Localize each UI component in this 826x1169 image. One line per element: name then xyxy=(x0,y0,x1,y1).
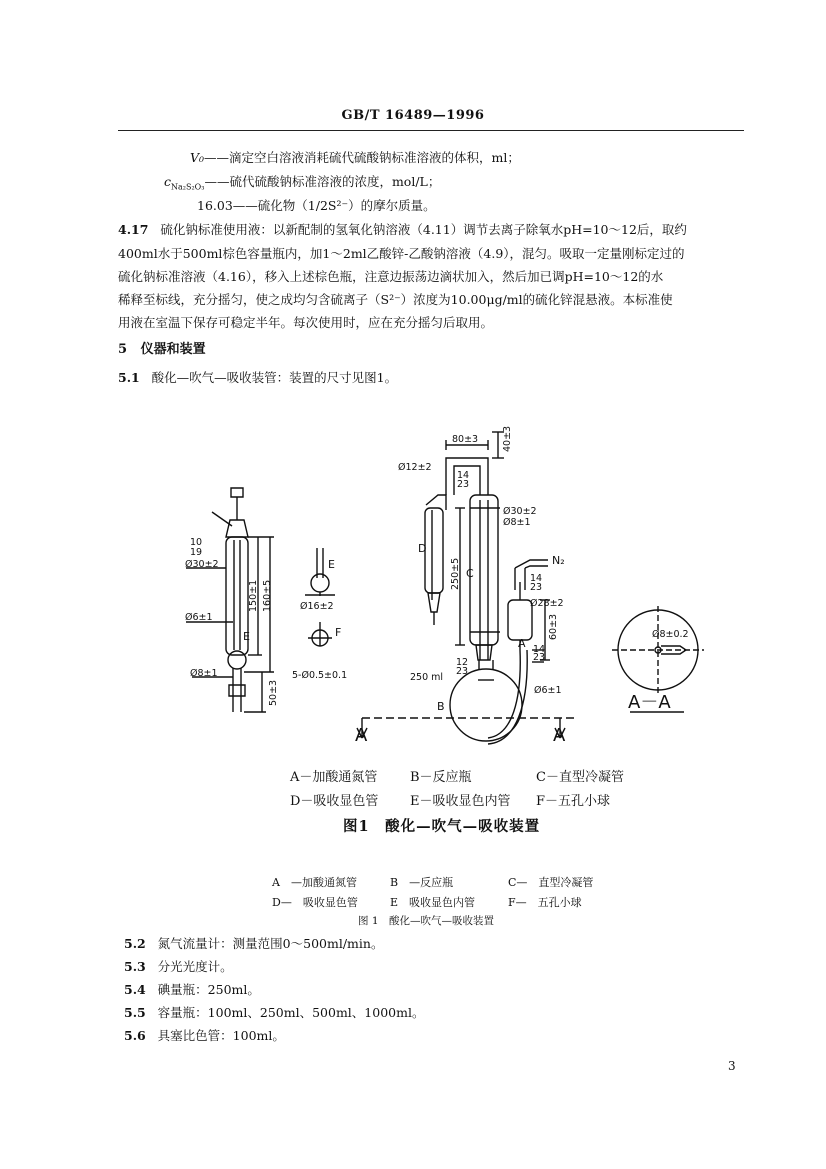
dim-16: Ø16±2 xyxy=(300,601,334,612)
section-view-label: A－A xyxy=(628,692,671,713)
dim-5holes: 5-Ø0.5±0.1 xyxy=(292,670,348,681)
legend-D: D－吸收显色管 xyxy=(290,794,379,809)
dim-23a: 23 xyxy=(457,479,470,490)
dim-23b: 23 xyxy=(530,582,543,593)
def-v0: V₀——滴定空白溶液消耗硫代硫酸钠标准溶液的体积，ml； xyxy=(190,150,520,165)
dim-23d: 23 xyxy=(456,666,469,677)
dim-8a: Ø8±1 xyxy=(190,668,218,679)
legend-E: E－吸收显色内管 xyxy=(410,794,511,809)
legend-small-F: F— 五孔小球 xyxy=(508,896,582,909)
dim-80: 80±3 xyxy=(452,434,479,445)
dim-10: 10 xyxy=(190,537,203,548)
def-c: $c_{Na_2S_2O_3}——$硫代硫酸钠标准溶液的浓度，mol/L； xyxy=(164,174,441,192)
dim-30b: Ø30±2 xyxy=(503,506,537,517)
item-5-3: 5.3 分光光度计。 xyxy=(124,959,233,974)
dim-12: Ø12±2 xyxy=(398,462,432,473)
def-molar-mass: 16.03——硫化物（1/2S²⁻）的摩尔质量。 xyxy=(197,198,436,213)
label-E-left: E xyxy=(243,630,250,643)
dim-14c: 14 xyxy=(533,644,546,655)
dim-50: 50±3 xyxy=(268,679,279,706)
clause-4-17-line-1: 4.17 硫化钠标准使用液：以新配制的氢氧化钠溶液（4.11）调节去离子除氧水pH=10～12后，取约 xyxy=(118,222,687,237)
legend-small-A: A —加酸通氮管 xyxy=(272,876,357,889)
dim-8b: Ø8±1 xyxy=(503,517,531,528)
item-5-4: 5.4 碘量瓶：250ml。 xyxy=(124,982,260,997)
flask-volume: 250 ml xyxy=(410,672,444,683)
legend-A: A－加酸通氮管 xyxy=(290,770,378,785)
legend-small-D: D— 吸收显色管 xyxy=(272,896,358,909)
label-E: E xyxy=(328,558,335,571)
dim-150: 150±1 xyxy=(248,579,259,612)
standard-number: GB/T 16489—1996 xyxy=(341,108,485,123)
legend-small-C: C— 直型冷凝管 xyxy=(508,876,594,889)
label-A: A xyxy=(518,637,526,650)
dim-40: 40±3 xyxy=(502,425,513,452)
clause-4-17-line-3: 硫化钠标准溶液（4.16），移入上述棕色瓶，注意边振荡边滴状加入，然后加已调pH=10～12的水 xyxy=(118,269,664,284)
dim-19: 19 xyxy=(190,547,203,558)
label-F: F xyxy=(335,626,342,639)
clause-5-1: 5.1 酸化—吹气—吸收装管：装置的尺寸见图1。 xyxy=(118,370,398,385)
legend-B: B－反应瓶 xyxy=(410,770,472,785)
label-C: C xyxy=(466,567,474,580)
item-5-6: 5.6 具塞比色管：100ml。 xyxy=(124,1028,285,1043)
dim-6a: Ø6±1 xyxy=(185,612,213,623)
dim-160: 160±5 xyxy=(262,579,273,612)
dim-250: 250±5 xyxy=(450,557,461,590)
clause-4-17-line-4: 稀释至标线，充分摇匀，使之成均匀含硫离子（S²⁻）浓度为10.00μg/ml的硫化锌混悬液。本标准使 xyxy=(118,292,673,307)
clause-4-17-line-2: 400ml水于500ml棕色容量瓶内，加1～2ml乙酸锌-乙酸钠溶液（4.9），混匀。吸取一定量刚标定过的 xyxy=(118,246,685,261)
clause-4-17-line-5: 用液在室温下保存可稳定半年。每次使用时，应在充分摇匀后取用。 xyxy=(118,315,494,330)
label-D: D xyxy=(418,542,427,555)
label-B: B xyxy=(437,700,445,713)
dim-8c: Ø8±0.2 xyxy=(652,629,689,640)
section-5-heading: 5 仪器和装置 xyxy=(118,342,206,357)
figure-caption-small: 图 1 酸化—吹气—吸收装置 xyxy=(358,915,495,927)
section-arrow-left: A xyxy=(355,725,368,746)
dim-30a: Ø30±2 xyxy=(185,559,219,570)
stopcock-top xyxy=(231,488,243,497)
section-arrow-right: A xyxy=(553,725,566,746)
dim-12b: 12 xyxy=(456,657,469,668)
dim-60: 60±3 xyxy=(548,613,559,640)
figure-caption: 图1 酸化—吹气—吸收装置 xyxy=(343,818,541,835)
dim-28: Ø28±2 xyxy=(530,598,564,609)
nitrogen-label: N₂ xyxy=(552,554,565,567)
dim-14b: 14 xyxy=(530,573,543,584)
dim-14a: 14 xyxy=(457,470,470,481)
legend-small-E: E 吸收显色内管 xyxy=(390,896,476,909)
legend-F: F－五孔小球 xyxy=(536,794,611,809)
page-number: 3 xyxy=(728,1059,736,1073)
item-5-2: 5.2 氮气流量计：测量范围0～500ml/min。 xyxy=(124,936,384,951)
dim-23c: 23 xyxy=(533,652,546,663)
item-5-5: 5.5 容量瓶：100ml、250ml、500ml、1000ml。 xyxy=(124,1005,425,1020)
dim-6b: Ø6±1 xyxy=(534,685,562,696)
legend-small-B: B —反应瓶 xyxy=(390,876,454,889)
clause-4-17-num: 4.17 xyxy=(118,222,149,237)
legend-C: C－直型冷凝管 xyxy=(536,770,624,785)
